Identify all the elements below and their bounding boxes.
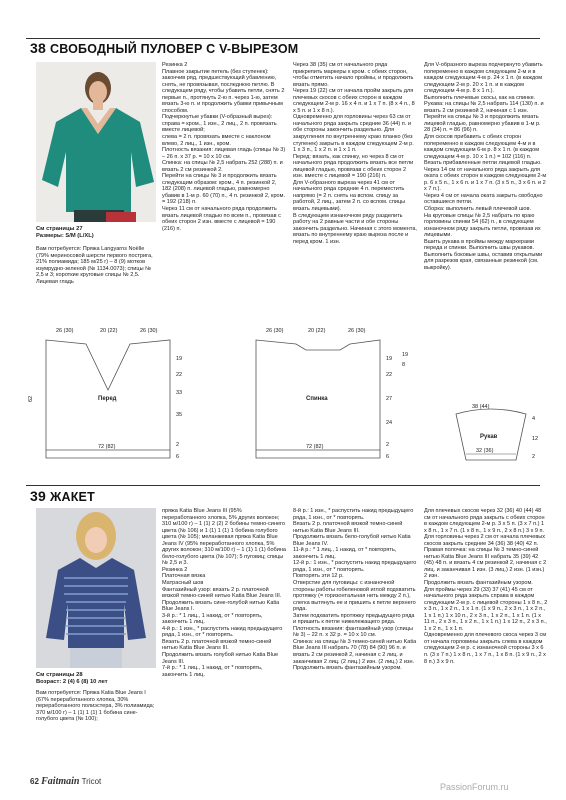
brand-tricot: Tricot: [81, 777, 102, 786]
front-label: Перед: [98, 396, 117, 402]
section-39-number: 39: [30, 488, 46, 504]
section-39-title-text: ЖАКЕТ: [49, 490, 95, 504]
back-h1: 19: [386, 356, 393, 362]
back-top-right: 26 (30): [348, 328, 366, 334]
sleeve-h3: 2: [532, 454, 536, 460]
materials-39: Вам потребуется: Пряжа Katia Blue Jeans I (67% переработанного хлопка, 30% переработанного полиэстера, 3% полиамида; 370 м/100 г) – 1 (1) 1 (1) 1 бобина сине-голубого цвета (№ 100);: [36, 690, 155, 723]
front-h6: 6: [176, 454, 180, 460]
front-top-right: 26 (30): [140, 328, 158, 334]
front-h5: 2: [176, 442, 180, 448]
watermark: PassionForum.ru: [440, 782, 509, 792]
back-top-2: 8: [402, 362, 406, 368]
side-total: 62: [28, 395, 34, 402]
front-width: 72 (82): [98, 444, 116, 450]
text-39-col1: пряжа Katia Blue Jeans III (95% переработанного хлопка, 5% других волокон; 310 м/100 г) – 1 (1) 2 (2) 2 бобины темно-синего цвета (№ 106) и 1 (1) 1 (1) 1 бобина голубого цвета (№ 105); меланжевая пряжа Katia Blue Jeans IV (95% переработанного хлопка, 5% других волокон; 310 м/100 г) – 1 (1) 1 (1) бобина бело-голубого цвета (№ 107); 5 пуговиц; спицы № 2,5 и 3. Резинка 2 Платочная вязка Матрасный шов Фантазийный узор: вязать 2 р. платочной вязкой темно-синей нитью Katia Blue Jeans III. Продолжить вязать сине-голубой нитью Katia Blue Jeans I. 3-й р.: * 1 лиц., 1 накид, от * повторять, закончить 1 лиц. 4-й р.: 1 изн., * распустить накид предыдущего ряда, 1 изн., от * повторять. Вязать 2 р. платочной вязкой темно-синей нитью Katia Blue Jeans III. Продолжить вязать голубой нитью Katia Blue Jeans III. 7-й р.: * 1 лиц., 1 накид, от * повторять, закончить 1 лиц.: [162, 508, 286, 678]
front-h2: 22: [176, 372, 183, 378]
back-h4: 24: [386, 420, 393, 426]
text-39-col3: Для плечевых скосов через 32 (36) 40 (44) 48 см от начального ряда закрыть с обеих сторон в каждом следующем 2-м р. 3 х 5 п. (3 х 7 п.) 1 х 8 п., 1 х 7 п. (1 х 8 п., 1 х 9 п., 2 х 8 п.) 3 х 9 п. Для горловины через 2 см от начала плечевых скосов закрыть средние 34 (36) 38 (40) 42 п. Правая полочка: на спицы № 3 темно-синей нитью Katia Blue Jeans III набрать 35 (39) 42 (45) 48 п. и вязать 4 см резинкой 2, начиная с 2 лиц. и заканчивая 1 изн. (3 лиц.) 2 изн. (1 изн.) 2 изн. Продолжить вязать фантазийным узором. Для проймы через 29 (33) 37 (41) 45 см от начального ряда закрыть справа в каждом следующем 2-м р. с лицевой стороны 1 х 8 п., 2 х 3 п., 1 х 2 п., 1 х 1 п. (1 х 9 п., 2 х 3 п., 1 х 2 п., 1 х 1 п.) 1 х 10 п., 2 х 3 п., 1 х 2 п., 1 х 1 п. (1 х 11 п., 2 х 3 п., 1 х 2 п., 1 х 1 п.) 1 х 12 п., 2 х 3 п., 1 х 2 п., 1 х 1 п. Одновременно для плечевого скоса через 3 см от начала горловины закрыть слева в каждом следующем 2-м р. с изнаночной стороны 3 х 6 п. (3 х 7 п.) 1 х 8 п., 1 х 7 п., 1 х 8 п. (1 х 9 п., 2 х 8 п.) 3 х 9 п.: [424, 508, 548, 665]
front-h3: 33: [176, 390, 183, 396]
photo-jacket-39: [36, 508, 156, 668]
back-h2: 22: [386, 372, 393, 378]
back-label: Спинка: [306, 396, 328, 402]
front-h1: 19: [176, 356, 183, 362]
section-bar-top: [26, 38, 540, 39]
sleeve-h1: 4: [532, 416, 536, 422]
text-38-col1: Резинка 2 Плавное закрытие петель (без ступенек): закончив ряд, предшествующий убавлению, снять, не провязывая, последнюю петлю. В следующем ряду, чтобы убавить петли, снять 2 первые п., протянуть 2-ю п. через 1-ю, затем вязать 3-ю п. и продолжить убавки привычным способом. Подчеркнутые убавки (V-образный вырез): справа = кром., 1 изн., 2 лиц., 2 п. провязать вместе лицевой; слева = 2 п. провязать вместе с наклоном влево, 2 лиц., 1 изн., кром. Плотность вязания: лицевая гладь (спицы № 3) – 26 п. х 37 р. = 10 х 10 см. Спинка: на спицы № 2,5 набрать 252 (288) п. и вязать 2 см резинкой 2. Перейти на спицы № 3 и продолжить вязать следующим образом: кром., 4 п. резинкой 2, 182 (208) п. лицевой гладью, равномерно убавив в 1-м р. 60 (70) п., 4 п. резинкой 2, кром. = 192 (218) п. Через 11 см от начального ряда продолжить вязать лицевой гладью по всем п., провязав с обеих сторон 2 изн. вместе с лицевой = 190 (216) п.: [162, 62, 286, 232]
section-38-title-text: СВОБОДНЫЙ ПУЛОВЕР С V-ВЫРЕЗОМ: [49, 42, 299, 56]
brand-logo: Faitmain: [41, 776, 80, 787]
caption-39: См страницы 28 Возраст: 2 (4) 6 (8) 10 лет: [36, 672, 108, 685]
back-top-1: 19: [402, 352, 409, 358]
section-39-title: [30, 488, 95, 504]
caption-38: См страницы 27 Размеры: S/M (L/XL): [36, 226, 94, 239]
photo-sweater-38: [36, 62, 156, 222]
jacket-illustration: [36, 508, 156, 668]
sweater-illustration: [36, 62, 156, 222]
schematic-diagram: [26, 320, 426, 480]
text-38-col3: Для V-образного выреза подчеркнуто убавить попеременно в каждом следующем 2-м и в каждом следующем 4-м р. 24 х 1 п. (в каждом следующем 2-м р. 20 х 1 п. и в каждом следующем 4-м р. 8 х 1 п.). Выполнить плечевые скосы, как на спинке. Рукава: на спицы № 2,5 набрать 114 (130) п. и вязать 2 см резинкой 2, начиная с 1 изн. Перейти на спицы № 3 и продолжить вязать лицевой гладью, равномерно убавив в 1-м р. 28 (34) п. = 86 (96) п. Для скосов прибавить с обеих сторон попеременно в каждом следующем 4-м и в каждом следующем 6-м р. 8 х 1 п. (в каждом следующем 4-м р. 10 х 1 п.) = 102 (116) п. Вязать прибавленные петли лицевой гладью. Через 14 см от начального ряда закрыть для оката с обеих сторон в каждом следующем 2-м р. 6 х 5 п., 1 х 6 п. и 1 х 7 п. (3 х 5 п., 3 х 6 п. и 2 х 7 п.). Через 4 см от начала оката закрыть свободно оставшиеся петли. Сборка: выполнить левый плечевой шов. На круговые спицы № 2,5 набрать по краю горловины спинки 54 (62) п., в следующем изнаночном ряду закрыть петли, провязав их лицевыми. Вшить рукава в проймы между маркерами переда и спинки. Выполнить швы рукавов. Выполнить боковые швы, оставив открытыми для разрезов края, связанные резинкой (см. выкройку).: [424, 62, 547, 271]
sleeve-label: Рукав: [480, 434, 498, 440]
back-h3: 27: [386, 396, 393, 402]
sleeve-bottom: 32 (36): [476, 448, 494, 454]
front-top-left: 26 (30): [56, 328, 74, 334]
page-number: 62: [30, 777, 39, 786]
front-top-mid: 20 (22): [100, 328, 118, 334]
section-38-number: 38: [30, 40, 46, 56]
sleeve-h2: 12: [532, 436, 539, 442]
back-h6: 6: [386, 454, 390, 460]
front-h4: 35: [176, 412, 183, 418]
back-top-mid: 20 (22): [308, 328, 326, 334]
text-38-col2: Через 38 (35) см от начального ряда прикрепить маркеры к кром. с обеих сторон, чтобы отметить начало проймы, и продолжить вязать прямо. Через 19 (22) см от начала пройм закрыть для плечевых скосов с обеих сторон в каждом следующем 2-м р. 16 х 4 п. и 1 х 7 п. (8 х 4 п., 8 х 5 п. и 1 х 8 п.). Одновременно для горловины через 63 см от начального ряда закрыть средние 36 (44) п. и обе стороны закончить раздельно. Для закругления по внутреннему краю планко (без ступенек) закрыть в каждом следующем 2-м р. 1 х 3 п., 1 х 2 п. и 1 х 1 п. Перед: вязать, как спинку, но через 8 см от начального ряда продолжить вязать все петли лицевой гладью, провязав с обеих сторон 2 изн. вместе с лицевой = 190 (216) п. Для V-образного выреза через 41 см от начального ряда средние 4 п. переместить напрямо (= 2 п. снять на вспом. спицу за работой, 2 лиц., затем 2 п. со вспом. спицы вязать лицевыми). В следующем изнаночном ряду разделить работу на 2 равные части и обе стороны закончить раздельно. Начиная с этого момента, вязать по внутреннему краю выреза после и перед кром. 1 изн.: [293, 62, 417, 245]
page-footer: [30, 776, 101, 787]
back-width: 72 (82): [306, 444, 324, 450]
back-h5: 2: [386, 442, 390, 448]
section-bar-39: [26, 485, 540, 486]
back-top-left: 26 (30): [266, 328, 284, 334]
sleeve-top: 38 (44): [472, 404, 490, 410]
materials-38: Вам потребуется: Пряжа Langyarns Noëlle (79% мериносовой шерсти первого пострига, 21% полиамида; 185 м/25 г) – 8 (9) мотков изумрудно-зеленой (№ 1134.0073); спицы № 2,5 и 3; короткие круговые спицы № 2,5. Лицевая гладь: [36, 246, 153, 285]
section-38-title: [30, 40, 298, 56]
sleeve-diagram: [436, 400, 546, 480]
text-39-col2: 8-й р.: 1 изн., * распустить накид предыдущего ряда, 1 изн., от * повторять. Вязать 2 р. платочной вязкой темно-синей нитью Katia Blue Jeans III. Продолжить вязать бело-голубой нитью Katia Blue Jeans IV. 11-й р.: * 1 лиц., 1 накид, от * повторять, закончить 1 лиц. 12-й р.: 1 изн., * распустить накид предыдущего ряда, 1 изн., от * повторять. Повторять эти 12 р. Отверстие для пуговицы: с изнаночной стороны работы гобеленовой иглой подхватить протяжку (= горизонтальная нить между 2 п.), слегка вытянуть ее и пришить к петле верхнего ряда. Затем подхватить протяжку предыдущего ряда и пришить к петле нижележащего ряда. Плотность вязания: фантазийный узор (спицы № 3) – 22 п. х 32 р. = 10 х 10 см. Спинка: на спицы № 3 темно-синей нитью Katia Blue Jeans III набрать 70 (78) 84 (90) 96 п. и вязать 2 см резинкой 2, начиная с 2 лиц. и заканчивая 2 лиц. (2 лиц.) 2 изн. (2 лиц.) 2 изн. Продолжить вязать фантазийным узором.: [293, 508, 417, 672]
